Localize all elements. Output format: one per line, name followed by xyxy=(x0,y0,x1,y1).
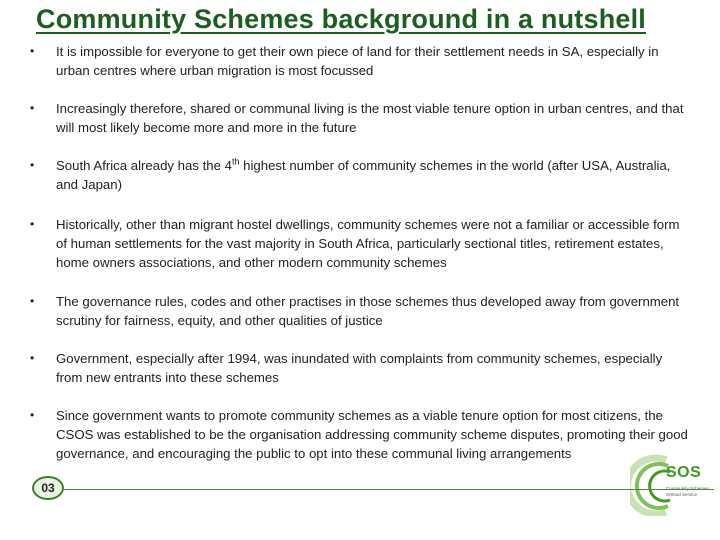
ordinal-suffix: th xyxy=(231,156,240,167)
bullet-text xyxy=(56,156,690,194)
bullet-text: The governance rules, codes and other practises in those schemes thus developed away from government scrutiny for fairness, equity, and other qualities of justice xyxy=(56,294,680,328)
bullet-text: Government, especially after 1994, was inundated with complaints from community schemes, especially from new entrants into these schemes xyxy=(56,351,663,385)
footer-divider xyxy=(64,489,714,490)
bullet-dot: • xyxy=(30,101,35,115)
logo-wordmark: SOS xyxy=(666,464,702,481)
bullet-dot: • xyxy=(30,217,35,231)
page-number-badge: 03 xyxy=(32,476,64,500)
slide-title: Community Schemes background in a nutshell xyxy=(36,4,647,34)
bullet-dot: • xyxy=(30,44,35,58)
bullet-item xyxy=(30,156,690,194)
csos-logo xyxy=(630,452,716,516)
csos-logo-icon xyxy=(630,452,716,516)
bullet-item xyxy=(30,292,690,330)
bullet-dot: • xyxy=(30,408,35,422)
bullet-item xyxy=(30,99,690,137)
bullet-item xyxy=(30,215,690,272)
bullet-text: It is impossible for everyone to get their own piece of land for their settlement needs in SA, especially in urban centres where urban migration is most focussed xyxy=(56,44,659,78)
bullet-text: Since government wants to promote community schemes as a viable tenure option for most citizens, the CSOS was established to be the organisation addressing community scheme disputes, promoting their good governance, and encouraging the public to opt into these communal living arrangements xyxy=(56,408,688,461)
bullet-text-part: South Africa already has the 4 xyxy=(56,158,232,173)
logo-subtext: Ombud Service xyxy=(666,491,698,497)
bullet-dot: • xyxy=(30,351,35,365)
bullet-text-part: highest number of community schemes in the world (after USA, Australia, and Japan) xyxy=(56,158,671,192)
bullet-item xyxy=(30,42,690,80)
bullet-item xyxy=(30,406,690,463)
bullet-item xyxy=(30,349,690,387)
bullet-dot: • xyxy=(30,158,35,172)
bullet-text: Historically, other than migrant hostel dwellings, community schemes were not a familiar or accessible form of human settlements for the vast majority in South Africa, particularly sectional titles, retirement estates, home owners associations, and other modern community schemes xyxy=(56,217,680,270)
bullet-text: Increasingly therefore, shared or communal living is the most viable tenure option in urban centres, and that will most likely become more and more in the future xyxy=(56,101,684,135)
bullet-dot: • xyxy=(30,294,35,308)
